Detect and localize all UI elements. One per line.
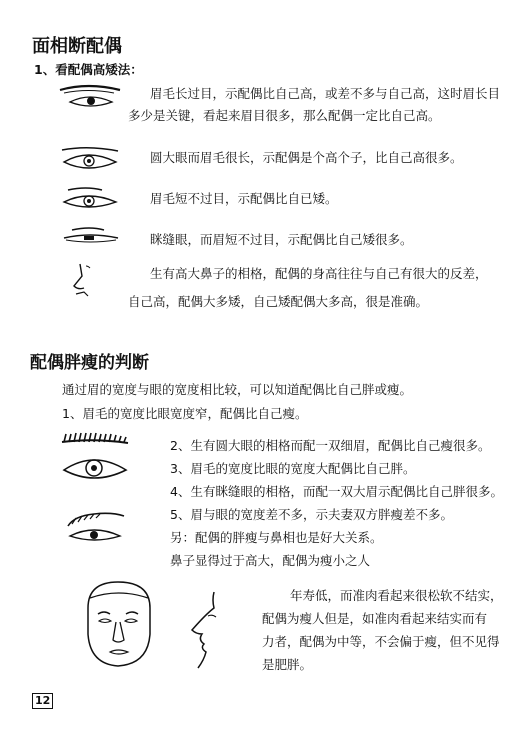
final-line-1: 年寿低，而准肉看起来很松软不结实， — [290, 588, 503, 603]
weight-item-2: 2、生有圆大眼的相格而配一双细眉，配偶比自己瘦很多。 — [170, 438, 491, 453]
weight-note: 另：配偶的胖瘦与鼻相也是好大关系。 — [170, 530, 383, 545]
narrow-eye-icon — [60, 226, 124, 246]
para-short-brow: 眉毛短不过目，示配偶比自已矮。 — [150, 191, 338, 206]
weight-item-1: 1、眉毛的宽度比眼宽度窄，配偶比自己瘦。 — [62, 406, 308, 421]
weight-item-4: 4、生有眯缝眼的相格，而配一双大眉示配偶比自己胖很多。 — [170, 484, 503, 499]
final-line-4: 是肥胖。 — [262, 657, 313, 672]
nose-profile-icon — [70, 262, 100, 300]
para-narrow-eye: 眯缝眼，而眉短不过目，示配偶比自己矮很多。 — [150, 232, 413, 247]
face-profile-icon — [186, 590, 226, 670]
round-eye-long-brow-icon — [58, 146, 122, 172]
para-long-brow-line2: 多少是关键，看起来眉目很多，那么配偶一定比自己高。 — [128, 108, 441, 123]
para-big-nose-line2: 自己高，配偶大多矮，自己矮配偶大多高，很是准确。 — [128, 294, 429, 309]
subtitle-height-method: 1、看配偶高矮法： — [34, 62, 143, 77]
short-brow-eye-icon — [58, 186, 122, 212]
section-title-height: 面相断配偶 — [32, 36, 122, 57]
weight-nose-line: 鼻子显得过于高大，配偶为瘦小之人 — [170, 553, 371, 568]
weight-item-5: 5、眉与眼的宽度差不多，示夫妻双方胖瘦差不多。 — [170, 507, 453, 522]
weight-item-3: 3、眉毛的宽度比眼的宽度大配偶比自己胖。 — [170, 461, 416, 476]
face-front-icon — [80, 578, 158, 670]
thick-brow-eye-icon — [60, 432, 134, 490]
long-brow-eye-icon — [58, 84, 122, 110]
para-big-nose-line1: 生有高大鼻子的相格，配偶的身高往往与自己有很大的反差， — [150, 266, 488, 281]
para-round-eye: 圆大眼而眉毛很长，示配偶是个高个子，比自己高很多。 — [150, 150, 463, 165]
page-number: 12 — [32, 693, 53, 709]
weight-intro: 通过眉的宽度与眼的宽度相比较，可以知道配偶比自己胖或瘦。 — [62, 382, 413, 397]
section-title-weight: 配偶胖瘦的判断 — [30, 353, 149, 373]
final-line-3: 力者，配偶为中等，不会偏于瘦，但不见得 — [262, 634, 500, 649]
wide-brow-eye-icon — [64, 510, 128, 546]
final-line-2: 配偶为瘦人但是，如准肉看起来结实而有 — [262, 611, 488, 626]
para-long-brow-line1: 眉毛长过目，示配偶比自己高，或差不多与自己高，这时眉长目 — [150, 86, 501, 101]
